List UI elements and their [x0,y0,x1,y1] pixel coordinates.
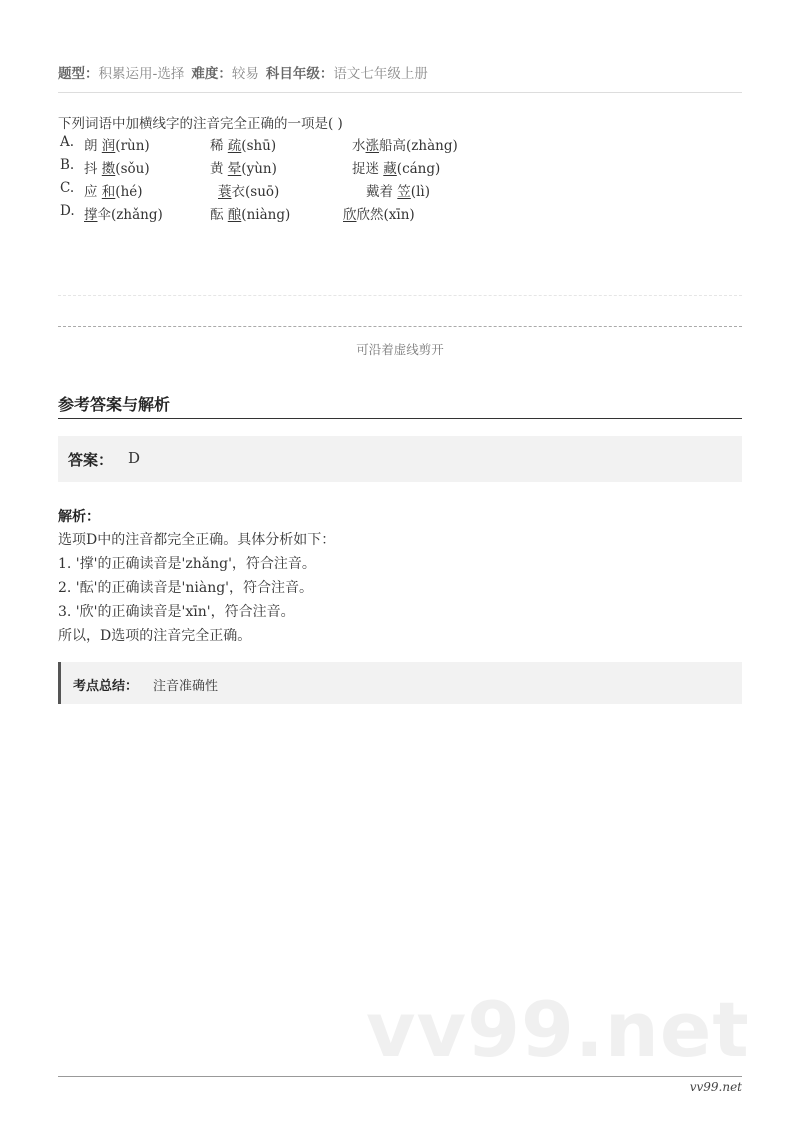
explanation-line: 所以，D选项的注音完全正确。 [58,628,252,644]
option-item: 欣欣然(xīn) [343,207,415,223]
option-letter: D. [60,203,75,219]
answer-value: D [128,449,141,467]
cut-hint: 可沿着虚线剪开 [356,342,444,357]
option-item: 蓑衣(suō) [218,184,280,200]
type-value: 积累运用-选择 [98,66,185,82]
answer-label: 答案： [68,451,114,469]
option-letter: B. [60,157,75,173]
option-item: 朗 润(rùn) [84,138,150,154]
option-item: 撑伞(zhǎng) [84,207,163,223]
answer-box [58,436,742,482]
key-point-label: 考点总结： [73,679,139,694]
option-item: 应 和(hé) [84,184,143,200]
option-item: 戴着 笠(lì) [366,184,430,200]
explanation-body [58,528,335,648]
option-item: 黄 晕(yùn) [210,161,277,177]
section-title: 参考答案与解析 [58,395,171,414]
option-item: 酝 酿(niàng) [210,207,291,223]
grade-label: 科目年级： [265,66,334,82]
footer-divider [58,1076,742,1077]
answer-space-line [58,295,742,296]
option-letter: A. [60,134,75,150]
watermark: vv99.net [366,985,750,1074]
option-item: 捉迷 藏(cáng) [352,161,441,177]
explanation-label: 解析： [58,509,100,525]
grade-value: 语文七年级上册 [333,66,428,82]
difficulty-value: 较易 [231,66,259,82]
type-label: 题型： [58,66,99,82]
difficulty-label: 难度： [191,66,232,82]
explanation-line: 1. '撑'的正确读音是'zhǎng'，符合注音。 [58,556,316,572]
question-text: 下列词语中加横线字的注音完全正确的一项是( ) [58,116,343,132]
explanation-line: 2. '酝'的正确读音是'niàng'，符合注音。 [58,580,314,596]
footer-site: vv99.net [689,1080,742,1094]
option-item: 稀 疏(shū) [210,138,277,154]
header-divider [58,92,742,93]
cut-line [58,326,742,327]
option-letter: C. [60,180,75,196]
key-point-value: 注音准确性 [153,679,219,694]
key-point-box [58,662,742,704]
explanation-line: 选项D中的注音都完全正确。具体分析如下： [58,532,336,548]
option-item: 水涨船高(zhàng) [352,138,458,154]
option-item: 抖 擞(sǒu) [84,161,150,177]
explanation-line: 3. '欣'的正确读音是'xīn'，符合注音。 [58,604,295,620]
section-divider [58,418,742,419]
question-meta [58,62,428,82]
